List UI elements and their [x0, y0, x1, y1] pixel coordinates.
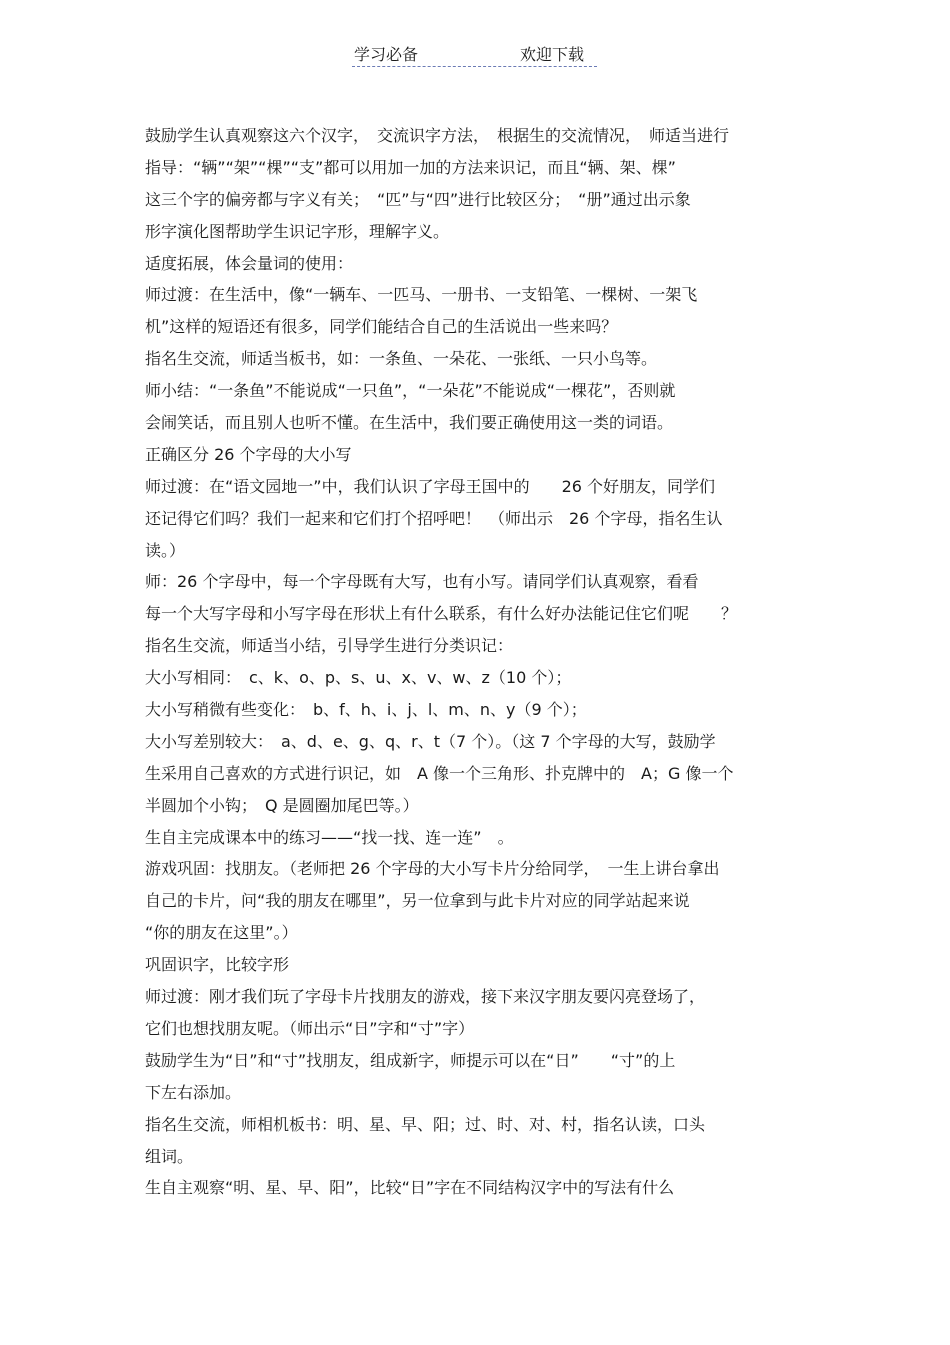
page-header	[352, 40, 597, 67]
header-right-text: 欢迎下载	[520, 45, 585, 64]
text-line: 适度拓展，体会量词的使用：	[145, 253, 354, 273]
text-line: 生自主观察“明、星、早、阳”，比较“日”字在不同结构汉字中的写法有什么	[145, 1178, 675, 1198]
text-line: 会闹笑话，而且别人也听不懂。在生活中，我们要正确使用这一类的词语。	[145, 413, 674, 433]
text-line: 指名生交流，师适当小结，引导学生进行分类识记：	[145, 636, 514, 656]
text-line: 它们也想找朋友呢。（师出示“日”字和“寸”字）	[145, 1018, 475, 1038]
text-line: 还记得它们吗？我们一起来和它们打个招呼吧！ （师出示 26 个字母，指名生认	[145, 508, 723, 528]
header-left-text: 学习必备	[354, 45, 419, 64]
text-line: 生自主完成课本中的练习——“找一找、连一连” 。	[145, 827, 514, 847]
text-line: 鼓励学生为“日”和“寸”找朋友，组成新字，师提示可以在“日” “寸”的上	[145, 1050, 676, 1070]
text-line: 每一个大写字母和小写字母在形状上有什么联系，有什么好办法能记住它们呢 ？	[145, 604, 738, 624]
text-line: 读。）	[145, 540, 186, 560]
text-line: 师：26 个字母中，每一个字母既有大写，也有小写。请同学们认真观察，看看	[145, 572, 699, 592]
text-line: 游戏巩固：找朋友。（老师把 26 个字母的大小写卡片分给同学， 一生上讲台拿出	[145, 859, 720, 879]
text-line: 师过渡：在生活中，像“一辆车、一匹马、一册书、一支铅笔、一棵树、一架飞	[145, 285, 698, 305]
text-line: 这三个字的偏旁都与字义有关； “匹”与“四”进行比较区分； “册”通过出示象	[145, 189, 691, 209]
text-line: 巩固识字，比较字形	[145, 955, 290, 975]
text-line: 指名生交流，师相机板书：明、星、早、阳；过、时、对、村，指名认读，口头	[145, 1114, 706, 1134]
text-line: 下左右添加。	[145, 1082, 242, 1102]
text-line: 生采用自己喜欢的方式进行识记，如 A 像一个三角形、扑克牌中的 A；G 像一个	[145, 763, 734, 783]
document-body	[145, 120, 807, 1204]
text-line: 师小结：“一条鱼”不能说成“一只鱼”，“一朵花”不能说成“一棵花”，否则就	[145, 381, 676, 401]
text-line: 师过渡：刚才我们玩了字母卡片找朋友的游戏，接下来汉字朋友要闪亮登场了，	[145, 987, 706, 1007]
text-line: 半圆加个小钩； Q 是圆圈加尾巴等。）	[145, 795, 419, 815]
text-line: 指名生交流，师适当板书，如：一条鱼、一朵花、一张纸、一只小鸟等。	[145, 349, 658, 369]
text-line: 鼓励学生认真观察这六个汉字， 交流识字方法， 根据生的交流情况， 师适当进行	[145, 126, 730, 145]
text-line: 形字演化图帮助学生识记字形，理解字义。	[145, 221, 450, 241]
text-line: 指导：“辆”“架”“棵”“支”都可以用加一加的方法来识记，而且“辆、架、棵”	[145, 157, 676, 177]
text-line: 师过渡：在“语文园地一”中，我们认识了字母王国中的 26 个好朋友，同学们	[145, 476, 716, 496]
text-line: 大小写稍微有些变化： b、f、h、i、j、l、m、n、y（9 个）；	[145, 700, 587, 720]
text-line: 大小写相同： c、k、o、p、s、u、x、v、w、z（10 个）；	[145, 668, 572, 688]
text-line: 机”这样的短语还有很多，同学们能结合自己的生活说出一些来吗？	[145, 317, 618, 337]
text-line: 大小写差别较大： a、d、e、g、q、r、t（7 个）。（这 7 个字母的大写，鼓励学	[145, 731, 716, 751]
text-line: 正确区分 26 个字母的大小写	[145, 444, 352, 464]
text-line: “你的朋友在这里”。）	[145, 923, 298, 943]
text-line: 自己的卡片，问“我的朋友在哪里”，另一位拿到与此卡片对应的同学站起来说	[145, 891, 690, 911]
text-line: 组词。	[145, 1146, 194, 1166]
